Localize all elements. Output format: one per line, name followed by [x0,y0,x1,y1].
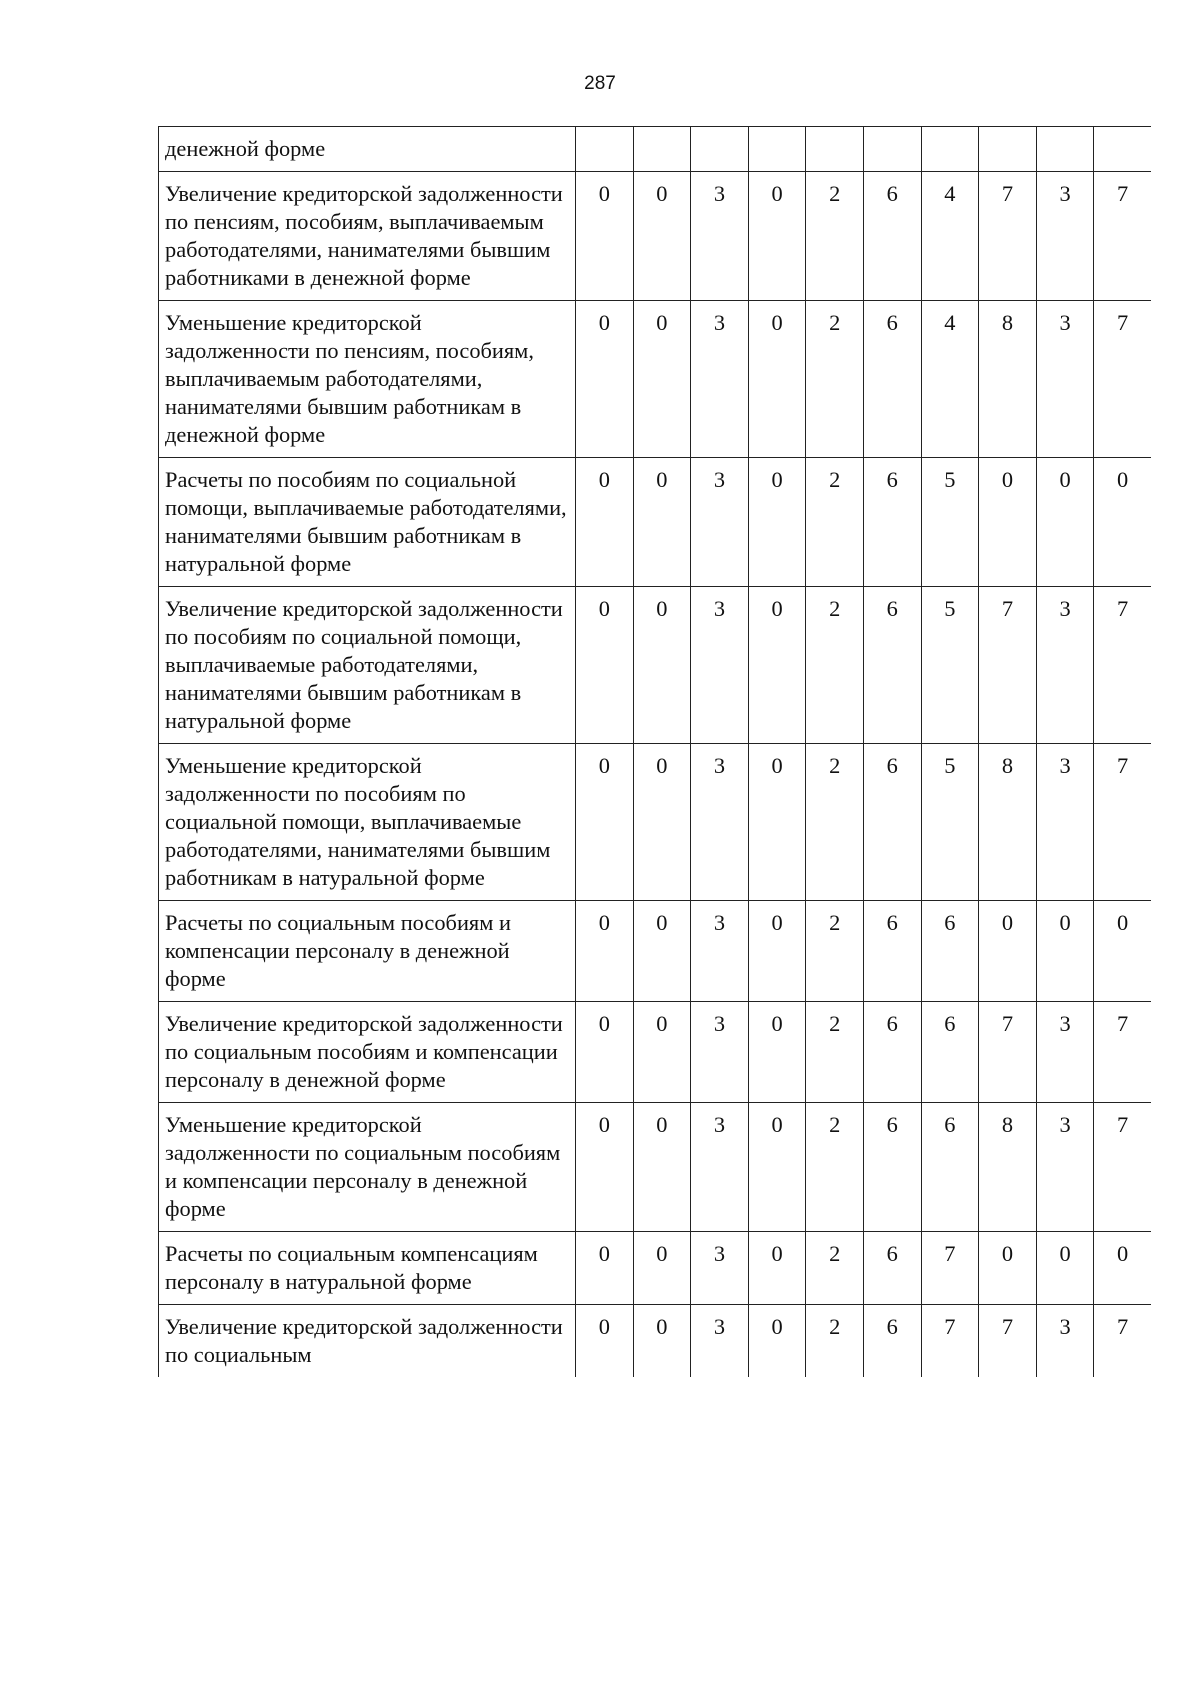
code-digit-cell: 0 [633,1103,691,1232]
code-digit-cell: 0 [633,1232,691,1305]
code-digit-cell: 0 [576,587,634,744]
code-digit-cell: 0 [1036,1232,1094,1305]
code-digit-cell: 3 [691,172,749,301]
code-digit-cell [806,127,864,172]
code-digit-cell: 3 [691,1103,749,1232]
code-digit-cell: 6 [863,458,921,587]
code-digit-cell: 0 [576,1002,634,1103]
code-digit-cell: 0 [748,172,806,301]
code-digit-cell: 0 [633,587,691,744]
code-digit-cell: 7 [1094,172,1151,301]
code-digit-cell: 2 [806,458,864,587]
code-digit-cell: 3 [691,1232,749,1305]
code-digit-cell: 7 [921,1232,979,1305]
code-digit-cell: 6 [863,1232,921,1305]
table-row [159,1232,1152,1305]
row-description: Увеличение кредиторской задолженности по пособиям по социальной помощи, выплачиваемые работодателями, нанимателями бывшим работникам в натуральной форме [159,587,576,744]
code-digit-cell: 2 [806,172,864,301]
row-description: Увеличение кредиторской задолженности по социальным [159,1305,576,1378]
code-digit-cell: 6 [921,1103,979,1232]
code-digit-cell: 0 [1094,458,1151,587]
row-description: Расчеты по пособиям по социальной помощи, выплачиваемые работодателями, нанимателями бывшим работникам в натуральной форме [159,458,576,587]
code-digit-cell: 3 [1036,587,1094,744]
code-digit-cell: 3 [1036,1103,1094,1232]
table-row [159,587,1152,744]
code-digit-cell: 6 [863,301,921,458]
code-digit-cell: 3 [1036,1002,1094,1103]
code-digit-cell: 0 [576,1232,634,1305]
table-row [159,744,1152,901]
code-digit-cell [691,127,749,172]
row-description: Расчеты по социальным пособиям и компенсации персоналу в денежной форме [159,901,576,1002]
code-digit-cell: 0 [633,744,691,901]
code-digit-cell: 0 [633,301,691,458]
code-digit-cell: 6 [863,901,921,1002]
code-digit-cell: 0 [576,744,634,901]
code-digit-cell: 5 [921,587,979,744]
code-digit-cell: 0 [748,587,806,744]
code-digit-cell: 7 [1094,301,1151,458]
table-row [159,127,1152,172]
row-description: денежной форме [159,127,576,172]
code-digit-cell [921,127,979,172]
code-digit-cell: 3 [691,458,749,587]
code-digit-cell: 0 [633,1305,691,1378]
code-digit-cell: 5 [921,458,979,587]
code-digit-cell: 2 [806,1002,864,1103]
code-digit-cell [863,127,921,172]
code-digit-cell: 0 [633,901,691,1002]
code-digit-cell: 7 [1094,744,1151,901]
table-row [159,1305,1152,1378]
code-digit-cell: 0 [576,172,634,301]
code-digit-cell: 2 [806,1103,864,1232]
code-digit-cell: 7 [1094,1305,1151,1378]
code-digit-cell: 6 [863,587,921,744]
code-digit-cell: 4 [921,301,979,458]
code-digit-cell: 6 [921,901,979,1002]
code-digit-cell: 0 [748,1305,806,1378]
code-digit-cell: 7 [1094,1103,1151,1232]
code-digit-cell: 7 [921,1305,979,1378]
code-digit-cell: 0 [1036,458,1094,587]
row-description: Увеличение кредиторской задолженности по социальным пособиям и компенсации персоналу в денежной форме [159,1002,576,1103]
code-digit-cell: 3 [691,1002,749,1103]
table-row [159,1002,1152,1103]
code-digit-cell: 3 [691,301,749,458]
code-digit-cell: 0 [979,1232,1037,1305]
code-digit-cell: 7 [979,1002,1037,1103]
code-digit-cell: 3 [691,587,749,744]
code-digit-cell: 3 [1036,1305,1094,1378]
row-description: Уменьшение кредиторской задолженности по пособиям по социальной помощи, выплачиваемые работодателями, нанимателями бывшим работникам в натуральной форме [159,744,576,901]
code-digit-cell: 8 [979,301,1037,458]
code-digit-cell: 0 [748,1232,806,1305]
code-digit-cell: 0 [576,1103,634,1232]
code-digit-cell [576,127,634,172]
code-digit-cell: 7 [979,1305,1037,1378]
page-number: 287 [584,73,616,94]
table-row [159,301,1152,458]
table-container [158,126,1151,1604]
table-row [159,901,1152,1002]
code-digit-cell: 4 [921,172,979,301]
code-digit-cell: 0 [576,301,634,458]
table-body [159,127,1152,1378]
code-digit-cell: 3 [1036,301,1094,458]
code-digit-cell: 6 [863,1002,921,1103]
code-digit-cell [633,127,691,172]
code-digit-cell: 3 [1036,172,1094,301]
code-digit-cell: 0 [748,901,806,1002]
code-digit-cell: 2 [806,301,864,458]
code-digit-cell: 6 [863,1103,921,1232]
code-digit-cell: 8 [979,744,1037,901]
row-description: Увеличение кредиторской задолженности по пенсиям, пособиям, выплачиваемым работодателями, нанимателями бывшим работниками в денежной форме [159,172,576,301]
code-digit-cell: 7 [979,587,1037,744]
code-digit-cell: 0 [1094,901,1151,1002]
code-digit-cell: 2 [806,587,864,744]
code-digit-cell: 0 [748,1002,806,1103]
code-digit-cell: 0 [633,1002,691,1103]
table-row [159,1103,1152,1232]
code-digit-cell: 3 [1036,744,1094,901]
code-digit-cell: 0 [576,901,634,1002]
code-digit-cell [748,127,806,172]
code-digit-cell: 6 [863,1305,921,1378]
code-digit-cell: 0 [576,1305,634,1378]
code-digit-cell: 3 [691,1305,749,1378]
row-description: Расчеты по социальным компенсациям персоналу в натуральной форме [159,1232,576,1305]
code-digit-cell: 6 [921,1002,979,1103]
code-digit-cell [1036,127,1094,172]
code-digit-cell: 0 [1036,901,1094,1002]
code-digit-cell: 6 [863,172,921,301]
code-digit-cell: 6 [863,744,921,901]
code-digit-cell: 7 [979,172,1037,301]
code-digit-cell: 0 [748,458,806,587]
code-digit-cell: 7 [1094,587,1151,744]
code-digit-cell: 2 [806,1305,864,1378]
table-row [159,458,1152,587]
code-digit-cell: 3 [691,744,749,901]
row-description: Уменьшение кредиторской задолженности по социальным пособиям и компенсации персоналу в денежной форме [159,1103,576,1232]
account-codes-table [158,126,1151,1377]
code-digit-cell [1094,127,1151,172]
code-digit-cell: 0 [748,744,806,901]
code-digit-cell: 0 [979,458,1037,587]
code-digit-cell: 8 [979,1103,1037,1232]
code-digit-cell [979,127,1037,172]
code-digit-cell: 0 [633,458,691,587]
code-digit-cell: 0 [748,301,806,458]
code-digit-cell: 2 [806,1232,864,1305]
code-digit-cell: 3 [691,901,749,1002]
code-digit-cell: 2 [806,744,864,901]
code-digit-cell: 0 [576,458,634,587]
code-digit-cell: 0 [748,1103,806,1232]
code-digit-cell: 0 [633,172,691,301]
row-description: Уменьшение кредиторской задолженности по пенсиям, пособиям, выплачиваемым работодателями, нанимателями бывшим работникам в денежной форме [159,301,576,458]
code-digit-cell: 0 [979,901,1037,1002]
table-row [159,172,1152,301]
code-digit-cell: 7 [1094,1002,1151,1103]
code-digit-cell: 2 [806,901,864,1002]
code-digit-cell: 5 [921,744,979,901]
code-digit-cell: 0 [1094,1232,1151,1305]
